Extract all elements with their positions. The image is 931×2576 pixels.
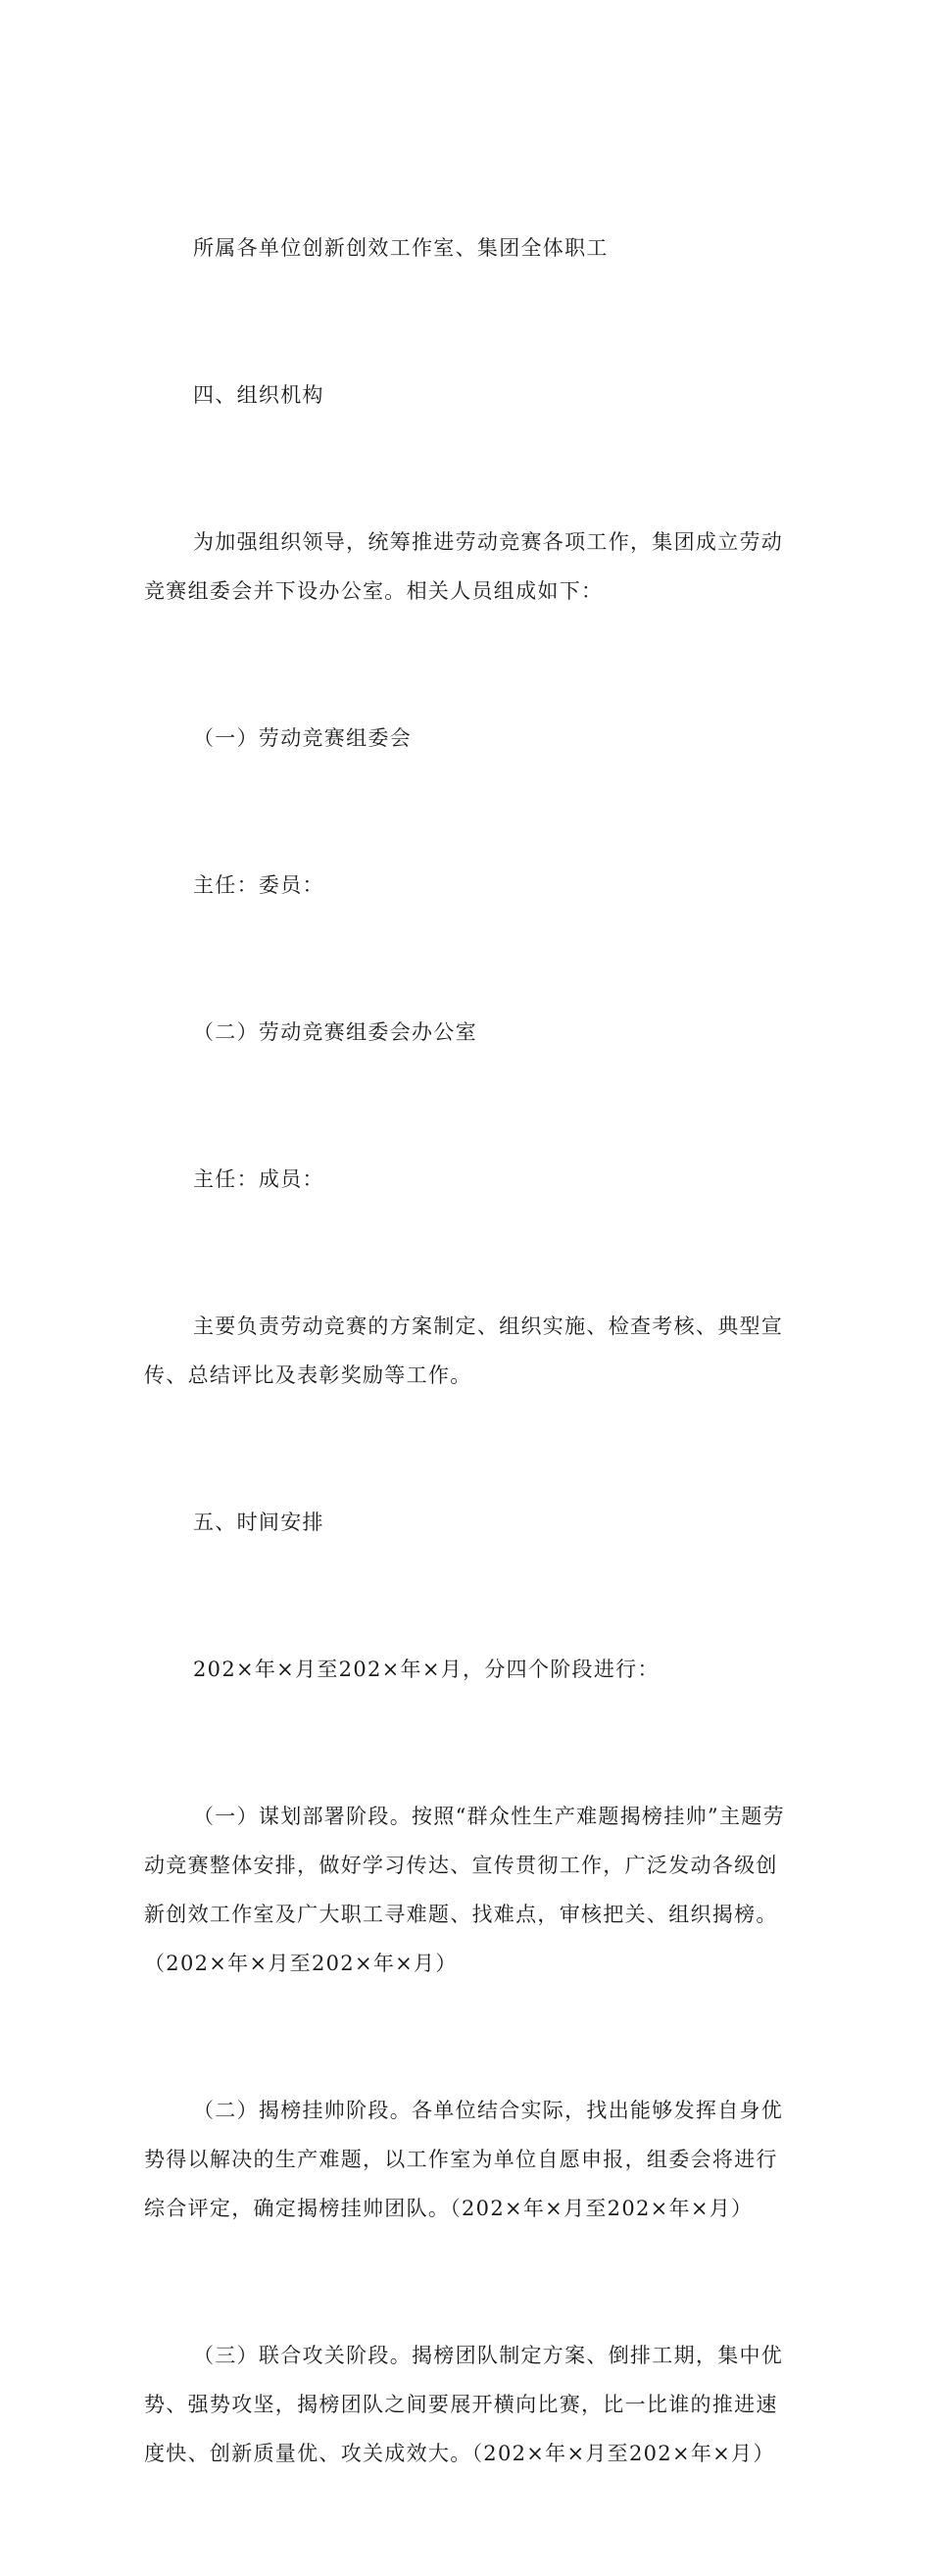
heading-organization: 四、组织机构: [193, 383, 324, 407]
paragraph-organization: 为加强组织领导，统筹推进劳动竞赛各项工作，集团成立劳动竞赛组委会并下设办公室。相关人员组成如下：: [144, 530, 784, 603]
paragraph-office-members: 主任：成员：: [193, 1167, 324, 1191]
paragraph-stage-three: （三）联合攻关阶段。揭榜团队制定方案、倒排工期，集中优势、强势攻坚，揭榜团队之间要展开横向比赛，比一比谁的推进速度快、创新质量优、攻关成效大。（202×年×月至202×年×月）: [144, 2344, 784, 2465]
document-body: [144, 125, 796, 2576]
heading-schedule: 五、时间安排: [193, 1511, 324, 1534]
subheading-committee: （一）劳动竞赛组委会: [193, 726, 412, 750]
paragraph-responsibilities: 主要负责劳动竞赛的方案制定、组织实施、检查考核、典型宣传、总结评比及表彰奖励等工作。: [144, 1314, 784, 1387]
subheading-office: （二）劳动竞赛组委会办公室: [193, 1020, 477, 1044]
paragraph-committee-members: 主任：委员：: [193, 873, 324, 897]
paragraph-schedule-overview: 202×年×月至202×年×月，分四个阶段进行：: [193, 1658, 660, 1681]
paragraph-scope: 所属各单位创新创效工作室、集团全体职工: [193, 236, 609, 260]
paragraph-stage-one: （一）谋划部署阶段。按照“群众性生产难题揭榜挂帅”主题劳动竞赛整体安排，做好学习传达、宣传贯彻工作，广泛发动各级创新创效工作室及广大职工寻难题、找难点，审核把关、组织揭榜。（202×年×月至202×年×月）: [144, 1805, 785, 1975]
paragraph-stage-two: （二）揭榜挂帅阶段。各单位结合实际，找出能够发挥自身优势得以解决的生产难题，以工作室为单位自愿申报，组委会将进行综合评定，确定揭榜挂帅团队。（202×年×月至202×年×月）: [144, 2099, 784, 2220]
